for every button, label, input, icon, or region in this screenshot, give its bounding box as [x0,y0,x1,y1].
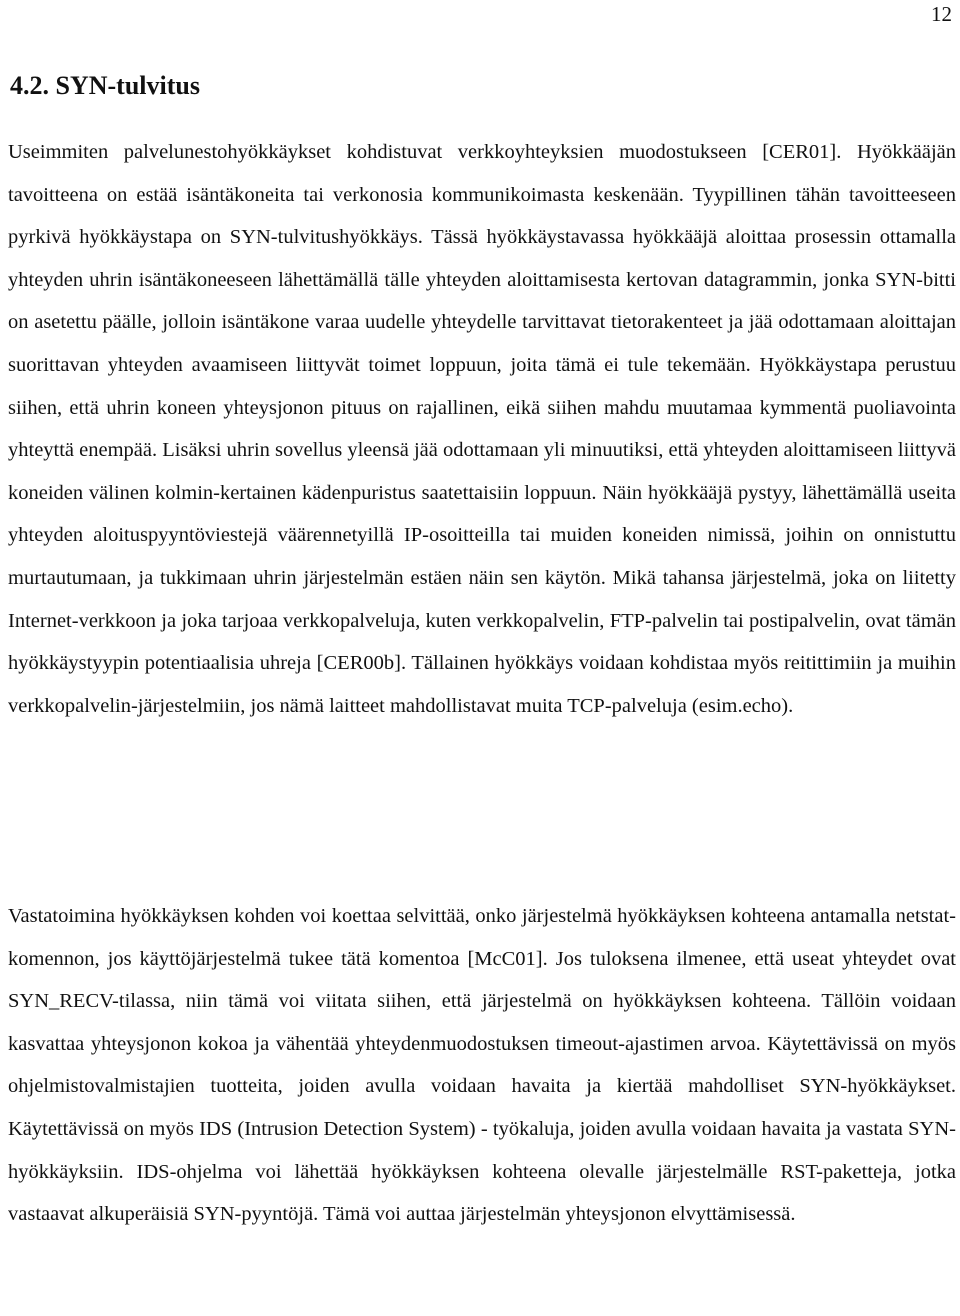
page-number: 12 [931,2,952,26]
body-paragraph: Useimmiten palvelunestohyökkäykset kohdistuvat verkkoyhteyksien muodostukseen [CER01]. Hyökkääjän tavoitteena on estää isäntäkoneita tai verkonosia kommunikoimasta keskenään. Tyypillinen tähän tavoitteeseen pyrkivä hyökkäystapa on SYN-tulvitushyökkäys. Tässä hyökkäystavassa hyökkääjä aloittaa prosessin ottamalla yhteyden uhrin isäntäkoneeseen lähettämällä tälle yhteyden aloittamisesta kertovan datagrammin, jonka SYN-bitti on asetettu päälle, jolloin isäntäkone varaa uudelle yhteydelle tarvittavat tietorakenteet ja jää odottamaan aloittajan suorittavan yhteyden avaamiseen liittyvät toimet loppuun, joita tämä ei tule tekemään. Hyökkäystapa perustuu siihen, että uhrin koneen yhteysjonon pituus on rajallinen, eikä siihen mahdu muutamaa kymmentä puoliavointa yhteyttä enempää. Lisäksi uhrin sovellus yleensä jää odottamaan yli minuutiksi, että yhteyden aloittamiseen liittyvä koneiden välinen kolmin-kertainen kädenpuristus saatettaisiin loppuun. Näin hyökkääjä pystyy, lähettämällä useita yhteyden aloituspyyntöviestejä väärennetyillä IP-osoitteilla tai muiden koneiden nimissä, joihin on onnistuttu murtautumaan, ja tukkimaan uhrin järjestelmän estäen näin sen käytön. Mikä tahansa järjestelmä, joka on liitetty Internet-verkkoon ja joka tarjoaa verkkopalveluja, kuten verkkopalvelin, FTP-palvelin tai postipalvelin, ovat tämän hyökkäystyypin potentiaalisia uhreja [CER00b]. Tällainen hyökkäys voidaan kohdistaa myös reitittimiin ja muihin verkkopalvelin-järjestelmiin, jos nämä laitteet mahdollistavat muita TCP-palveluja (esim.echo). [8,141,956,717]
body-paragraph: Vastatoimina hyökkäyksen kohden voi koettaa selvittää, onko järjestelmä hyökkäyksen kohteena antamalla netstat-komennon, jos käyttöjärjestelmä tukee tätä komentoa [McC01]. Jos tuloksena ilmenee, että useat yhteydet ovat SYN_RECV-tilassa, niin tämä voi viitata siihen, että järjestelmä on hyökkäyksen kohteena. Tällöin voidaan kasvattaa yhteysjonon kokoa ja vähentää yhteydenmuodostuksen timeout-ajastimen arvoa. Käytettävissä on myös ohjelmistovalmistajien tuotteita, joiden avulla voidaan havaita ja kiertää mahdolliset SYN-hyökkäykset. Käytettävissä on myös IDS (Intrusion Detection System) - työkaluja, joiden avulla voidaan havaita ja vastata SYN-hyökkäyksiin. IDS-ohjelma voi lähettää hyökkäyksen kohteena olevalle järjestelmälle RST-paketteja, jotka vastaavat alkuperäisiä SYN-pyyntöjä. Tämä voi auttaa järjestelmän yhteysjonon elvyttämisessä. [8,905,956,1226]
section-heading: 4.2. SYN-tulvitus [10,71,200,100]
